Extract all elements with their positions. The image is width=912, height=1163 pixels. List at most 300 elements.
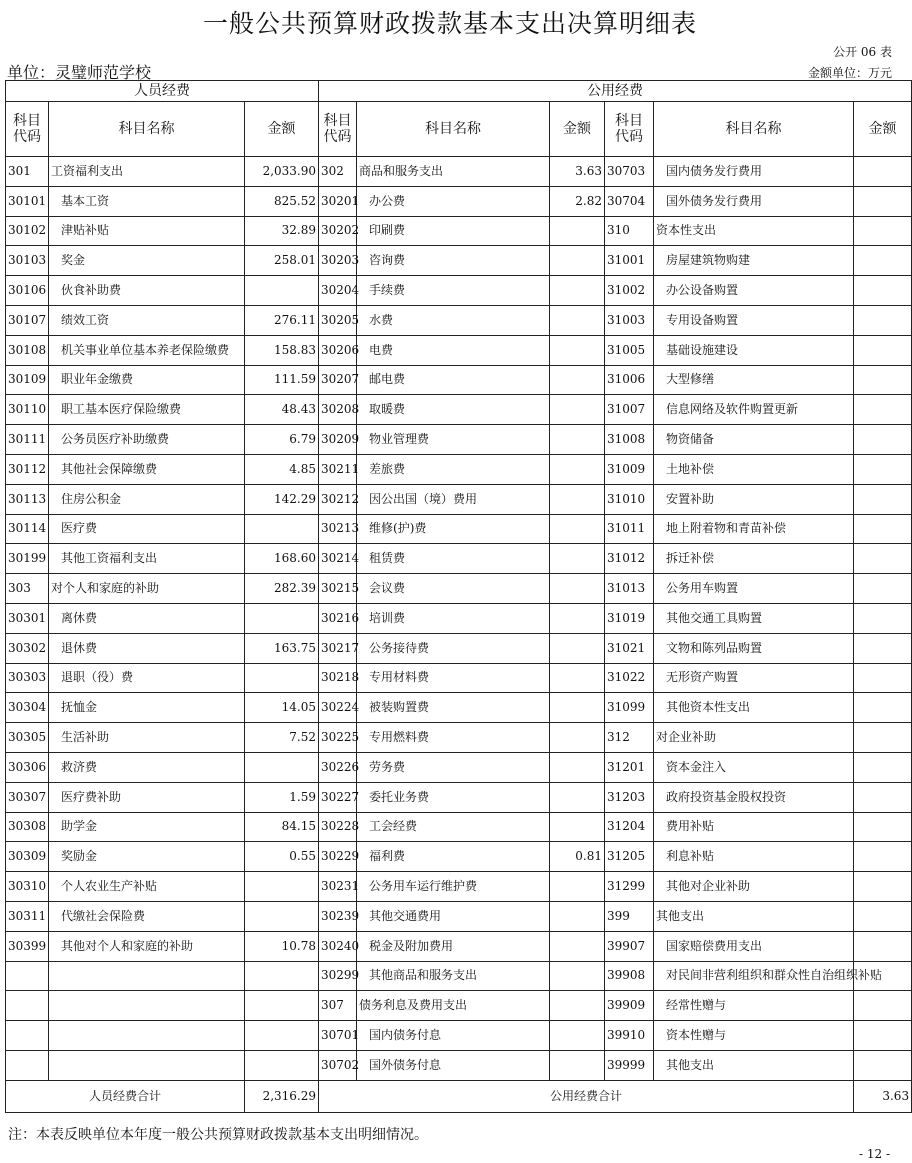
money-unit: 金额单位：万元 (807, 66, 892, 80)
table-row (6, 246, 912, 276)
subject-name: 职工基本医疗保险缴费 (49, 395, 245, 425)
subject-code: 301 (6, 157, 49, 187)
subject-name: 国内债务发行费用 (654, 157, 854, 187)
table-row (6, 157, 912, 187)
subject-code: 399 (605, 901, 654, 931)
table-row (6, 425, 912, 455)
table-row (6, 633, 912, 663)
public-header: 公用经费 (319, 81, 912, 102)
amount-cell (854, 991, 912, 1021)
subject-name: 代缴社会保险费 (49, 901, 245, 931)
subject-name: 维修(护)费 (357, 514, 550, 544)
name-header: 科目名称 (49, 102, 245, 157)
code-header-text: 科目代码 (323, 113, 352, 145)
amount-cell (245, 872, 319, 902)
name-header: 科目名称 (357, 102, 550, 157)
amount-cell (550, 335, 605, 365)
subject-code: 30108 (6, 335, 49, 365)
subject-code: 310 (605, 216, 654, 246)
subject-code: 30113 (6, 484, 49, 514)
amount-cell: 14.05 (245, 693, 319, 723)
subject-name: 资本金注入 (654, 752, 854, 782)
subject-name: 税金及附加费用 (357, 931, 550, 961)
amount-cell (550, 246, 605, 276)
subject-name: 手续费 (357, 276, 550, 306)
subject-code: 30310 (6, 872, 49, 902)
subject-code: 30216 (319, 603, 357, 633)
amount-cell (854, 842, 912, 872)
amount-cell (550, 574, 605, 604)
amount-cell: 10.78 (245, 931, 319, 961)
amount-cell (245, 752, 319, 782)
table-row (6, 335, 912, 365)
reporting-unit: 单位：灵璧师范学校 (7, 63, 152, 82)
subject-name (49, 1050, 245, 1080)
subject-code: 30202 (319, 216, 357, 246)
subject-code: 31003 (605, 305, 654, 335)
subject-code: 30225 (319, 723, 357, 753)
amount-cell (854, 782, 912, 812)
subject-code: 30703 (605, 157, 654, 187)
table-row (6, 991, 912, 1021)
amount-cell: 32.89 (245, 216, 319, 246)
amount-cell (550, 454, 605, 484)
amount-cell (550, 216, 605, 246)
subject-name: 水费 (357, 305, 550, 335)
subject-name: 基本工资 (49, 186, 245, 216)
subject-name: 其他交通费用 (357, 901, 550, 931)
subject-name: 职业年金缴费 (49, 365, 245, 395)
subject-name: 对个人和家庭的补助 (49, 574, 245, 604)
subject-code: 31006 (605, 365, 654, 395)
amount-cell (245, 514, 319, 544)
personnel-total-label: 人员经费合计 (6, 1080, 245, 1112)
subject-code: 30224 (319, 693, 357, 723)
expenditure-table (5, 80, 912, 1113)
subject-name: 国外债务付息 (357, 1050, 550, 1080)
subject-code: 30305 (6, 723, 49, 753)
amount-cell (550, 752, 605, 782)
table-row (6, 276, 912, 306)
amount-cell (245, 603, 319, 633)
subject-name: 国内债务付息 (357, 1021, 550, 1051)
subject-name: 退休费 (49, 633, 245, 663)
subject-code: 312 (605, 723, 654, 753)
amount-cell (854, 812, 912, 842)
subject-name: 取暖费 (357, 395, 550, 425)
subject-code: 31009 (605, 454, 654, 484)
subject-name: 国外债务发行费用 (654, 186, 854, 216)
table-row (6, 544, 912, 574)
subject-code: 39909 (605, 991, 654, 1021)
subject-code: 30704 (605, 186, 654, 216)
subject-name: 差旅费 (357, 454, 550, 484)
amount-cell (550, 872, 605, 902)
subject-code: 30302 (6, 633, 49, 663)
amount-cell (854, 723, 912, 753)
subject-code: 31203 (605, 782, 654, 812)
amount-cell (854, 574, 912, 604)
page-number: - 12 - (858, 1147, 890, 1161)
subject-code: 31205 (605, 842, 654, 872)
amount-cell: 158.83 (245, 335, 319, 365)
subject-name: 医疗费 (49, 514, 245, 544)
subject-code: 30702 (319, 1050, 357, 1080)
amount-cell (245, 276, 319, 306)
subject-name: 其他对个人和家庭的补助 (49, 931, 245, 961)
subject-name: 物业管理费 (357, 425, 550, 455)
code-header (319, 102, 357, 157)
subject-name (49, 1021, 245, 1051)
subject-code: 30212 (319, 484, 357, 514)
table-row (6, 752, 912, 782)
subject-name: 大型修缮 (654, 365, 854, 395)
subject-code: 30231 (319, 872, 357, 902)
subject-name: 邮电费 (357, 365, 550, 395)
subject-name: 离休费 (49, 603, 245, 633)
amount-cell (854, 276, 912, 306)
amount-header: 金额 (245, 102, 319, 157)
subject-name: 工会经费 (357, 812, 550, 842)
subject-name: 其他工资福利支出 (49, 544, 245, 574)
table-row (6, 186, 912, 216)
subject-code: 30114 (6, 514, 49, 544)
amount-cell (854, 693, 912, 723)
subject-code (6, 961, 49, 991)
amount-cell (854, 544, 912, 574)
subject-code (6, 1021, 49, 1051)
subject-code: 30218 (319, 663, 357, 693)
code-header-text: 科目代码 (13, 113, 41, 145)
subject-name: 办公费 (357, 186, 550, 216)
subject-code: 30206 (319, 335, 357, 365)
table-row (6, 782, 912, 812)
subject-code: 31022 (605, 663, 654, 693)
subject-name: 劳务费 (357, 752, 550, 782)
amount-cell (550, 544, 605, 574)
amount-cell (550, 991, 605, 1021)
amount-cell (854, 752, 912, 782)
table-row (6, 931, 912, 961)
subject-code: 31005 (605, 335, 654, 365)
subject-code: 31008 (605, 425, 654, 455)
amount-cell (550, 603, 605, 633)
amount-cell (550, 484, 605, 514)
subject-name: 绩效工资 (49, 305, 245, 335)
subject-name: 对企业补助 (654, 723, 854, 753)
totals-row (6, 1080, 912, 1112)
amount-cell (245, 663, 319, 693)
amount-cell (854, 216, 912, 246)
subject-code: 30112 (6, 454, 49, 484)
amount-cell: 7.52 (245, 723, 319, 753)
table-row (6, 842, 912, 872)
subject-name: 资本性赠与 (654, 1021, 854, 1051)
subject-name: 公务接待费 (357, 633, 550, 663)
amount-header: 金额 (854, 102, 912, 157)
table-row (6, 574, 912, 604)
subject-name: 工资福利支出 (49, 157, 245, 187)
subject-code: 30306 (6, 752, 49, 782)
subject-name: 其他对企业补助 (654, 872, 854, 902)
table-row (6, 305, 912, 335)
amount-cell (245, 961, 319, 991)
amount-cell (854, 484, 912, 514)
subject-name: 专用燃料费 (357, 723, 550, 753)
amount-cell (854, 454, 912, 484)
subject-name: 资本性支出 (654, 216, 854, 246)
subject-name: 公务用车购置 (654, 574, 854, 604)
subject-name: 抚恤金 (49, 693, 245, 723)
subject-name: 其他支出 (654, 901, 854, 931)
subject-name: 地上附着物和青苗补偿 (654, 514, 854, 544)
amount-cell (550, 305, 605, 335)
subject-name: 安置补助 (654, 484, 854, 514)
table-row (6, 961, 912, 991)
subject-name: 机关事业单位基本养老保险缴费 (49, 335, 245, 365)
subject-name: 专用设备购置 (654, 305, 854, 335)
amount-cell (550, 1021, 605, 1051)
subject-code: 31012 (605, 544, 654, 574)
amount-cell (550, 782, 605, 812)
subject-name: 信息网络及软件购置更新 (654, 395, 854, 425)
subject-name: 津贴补贴 (49, 216, 245, 246)
subject-code: 30203 (319, 246, 357, 276)
subject-code: 31001 (605, 246, 654, 276)
amount-cell (550, 931, 605, 961)
amount-cell (550, 276, 605, 306)
subject-name: 其他社会保障缴费 (49, 454, 245, 484)
subject-code: 30109 (6, 365, 49, 395)
amount-cell (550, 1050, 605, 1080)
amount-cell: 825.52 (245, 186, 319, 216)
subject-name (49, 991, 245, 1021)
subject-code: 39907 (605, 931, 654, 961)
table-row (6, 484, 912, 514)
amount-cell (854, 663, 912, 693)
amount-cell (854, 157, 912, 187)
subject-code: 30239 (319, 901, 357, 931)
amount-cell: 6.79 (245, 425, 319, 455)
amount-cell (854, 395, 912, 425)
subject-name: 租赁费 (357, 544, 550, 574)
subject-code: 31011 (605, 514, 654, 544)
subject-name: 基础设施建设 (654, 335, 854, 365)
table-row (6, 395, 912, 425)
subject-code: 30207 (319, 365, 357, 395)
amount-cell (550, 395, 605, 425)
subject-name: 被装购置费 (357, 693, 550, 723)
subject-code: 30303 (6, 663, 49, 693)
subject-name: 会议费 (357, 574, 550, 604)
page-title: 一般公共预算财政拨款基本支出决算明细表 (202, 9, 697, 38)
subject-name: 费用补贴 (654, 812, 854, 842)
subject-code: 30211 (319, 454, 357, 484)
subject-name: 土地补偿 (654, 454, 854, 484)
amount-cell: 111.59 (245, 365, 319, 395)
subject-code: 30304 (6, 693, 49, 723)
table-row (6, 1050, 912, 1080)
subject-code: 30229 (319, 842, 357, 872)
subject-name: 住房公积金 (49, 484, 245, 514)
amount-cell (550, 633, 605, 663)
subject-code (6, 1050, 49, 1080)
amount-cell (245, 1021, 319, 1051)
subject-name: 医疗费补助 (49, 782, 245, 812)
amount-cell: 142.29 (245, 484, 319, 514)
subject-code: 31002 (605, 276, 654, 306)
subject-code: 30208 (319, 395, 357, 425)
table-row (6, 723, 912, 753)
subject-code: 30201 (319, 186, 357, 216)
subject-code: 30111 (6, 425, 49, 455)
subject-code: 31019 (605, 603, 654, 633)
subject-code: 30102 (6, 216, 49, 246)
subject-name: 文物和陈列品购置 (654, 633, 854, 663)
subject-name: 公务员医疗补助缴费 (49, 425, 245, 455)
amount-cell: 48.43 (245, 395, 319, 425)
amount-cell: 2,033.90 (245, 157, 319, 187)
subject-code: 30227 (319, 782, 357, 812)
amount-cell (854, 931, 912, 961)
subject-name: 其他商品和服务支出 (357, 961, 550, 991)
table-row (6, 812, 912, 842)
subject-code: 31010 (605, 484, 654, 514)
subject-code: 30209 (319, 425, 357, 455)
subject-name: 伙食补助费 (49, 276, 245, 306)
amount-cell (550, 723, 605, 753)
amount-cell (854, 603, 912, 633)
subject-name: 其他交通工具购置 (654, 603, 854, 633)
amount-cell (550, 663, 605, 693)
subject-name: 国家赔偿费用支出 (654, 931, 854, 961)
subject-code: 30240 (319, 931, 357, 961)
amount-cell: 0.81 (550, 842, 605, 872)
subject-code: 30205 (319, 305, 357, 335)
subject-code: 30301 (6, 603, 49, 633)
subject-name: 拆迁补偿 (654, 544, 854, 574)
table-row (6, 603, 912, 633)
subject-code: 39908 (605, 961, 654, 991)
subject-name: 奖励金 (49, 842, 245, 872)
subject-code: 307 (319, 991, 357, 1021)
subject-code: 39910 (605, 1021, 654, 1051)
amount-cell (550, 961, 605, 991)
public-total-label: 公用经费合计 (319, 1080, 854, 1112)
subject-code: 30309 (6, 842, 49, 872)
subject-code: 30214 (319, 544, 357, 574)
amount-cell (550, 365, 605, 395)
subject-name: 培训费 (357, 603, 550, 633)
amount-cell (854, 305, 912, 335)
amount-cell (550, 514, 605, 544)
subject-name: 其他支出 (654, 1050, 854, 1080)
amount-cell: 258.01 (245, 246, 319, 276)
code-header (6, 102, 49, 157)
subject-code: 30226 (319, 752, 357, 782)
subject-name: 房屋建筑物购建 (654, 246, 854, 276)
amount-cell (245, 901, 319, 931)
table-row (6, 365, 912, 395)
subject-name: 助学金 (49, 812, 245, 842)
subject-code: 31021 (605, 633, 654, 663)
subject-name: 公务用车运行维护费 (357, 872, 550, 902)
amount-cell (854, 335, 912, 365)
amount-cell: 1.59 (245, 782, 319, 812)
subject-code: 30215 (319, 574, 357, 604)
footnote: 注：本表反映单位本年度一般公共预算财政拨款基本支出明细情况。 (8, 1127, 428, 1143)
personnel-header: 人员经费 (6, 81, 319, 102)
subject-code: 30299 (319, 961, 357, 991)
subject-name: 奖金 (49, 246, 245, 276)
table-row (6, 693, 912, 723)
subject-name: 经常性赠与 (654, 991, 854, 1021)
amount-cell (854, 1050, 912, 1080)
subject-code: 30213 (319, 514, 357, 544)
amount-cell (854, 1021, 912, 1051)
amount-cell (550, 425, 605, 455)
subject-name (49, 961, 245, 991)
subject-code: 30106 (6, 276, 49, 306)
subject-code: 31299 (605, 872, 654, 902)
subject-name: 福利费 (357, 842, 550, 872)
amount-cell (550, 812, 605, 842)
table-row (6, 663, 912, 693)
subject-name: 无形资产购置 (654, 663, 854, 693)
amount-cell: 282.39 (245, 574, 319, 604)
public-total-value: 3.63 (854, 1080, 912, 1112)
amount-cell (854, 633, 912, 663)
amount-cell: 2.82 (550, 186, 605, 216)
subject-code: 30110 (6, 395, 49, 425)
amount-header: 金额 (550, 102, 605, 157)
subject-code: 30204 (319, 276, 357, 306)
subject-name: 因公出国（境）费用 (357, 484, 550, 514)
subject-name: 委托业务费 (357, 782, 550, 812)
amount-cell: 3.63 (550, 157, 605, 187)
amount-cell (854, 425, 912, 455)
subject-code: 39999 (605, 1050, 654, 1080)
subject-name: 救济费 (49, 752, 245, 782)
table-row (6, 901, 912, 931)
table-row (6, 216, 912, 246)
subject-name: 债务利息及费用支出 (357, 991, 550, 1021)
subject-code: 30101 (6, 186, 49, 216)
subject-code: 30217 (319, 633, 357, 663)
personnel-total-value: 2,316.29 (245, 1080, 319, 1112)
subject-name: 其他资本性支出 (654, 693, 854, 723)
amount-cell (854, 872, 912, 902)
subject-code: 31013 (605, 574, 654, 604)
subject-name: 退职（役）费 (49, 663, 245, 693)
subject-code (6, 991, 49, 1021)
subject-code: 31201 (605, 752, 654, 782)
amount-cell: 168.60 (245, 544, 319, 574)
amount-cell (245, 991, 319, 1021)
subject-name: 个人农业生产补贴 (49, 872, 245, 902)
subject-name: 印刷费 (357, 216, 550, 246)
amount-cell (854, 901, 912, 931)
amount-cell (854, 246, 912, 276)
subject-name: 商品和服务支出 (357, 157, 550, 187)
subject-name: 生活补助 (49, 723, 245, 753)
amount-cell: 163.75 (245, 633, 319, 663)
subject-code: 31204 (605, 812, 654, 842)
subject-name: 电费 (357, 335, 550, 365)
subject-code: 303 (6, 574, 49, 604)
subject-code: 30399 (6, 931, 49, 961)
subject-name: 利息补贴 (654, 842, 854, 872)
